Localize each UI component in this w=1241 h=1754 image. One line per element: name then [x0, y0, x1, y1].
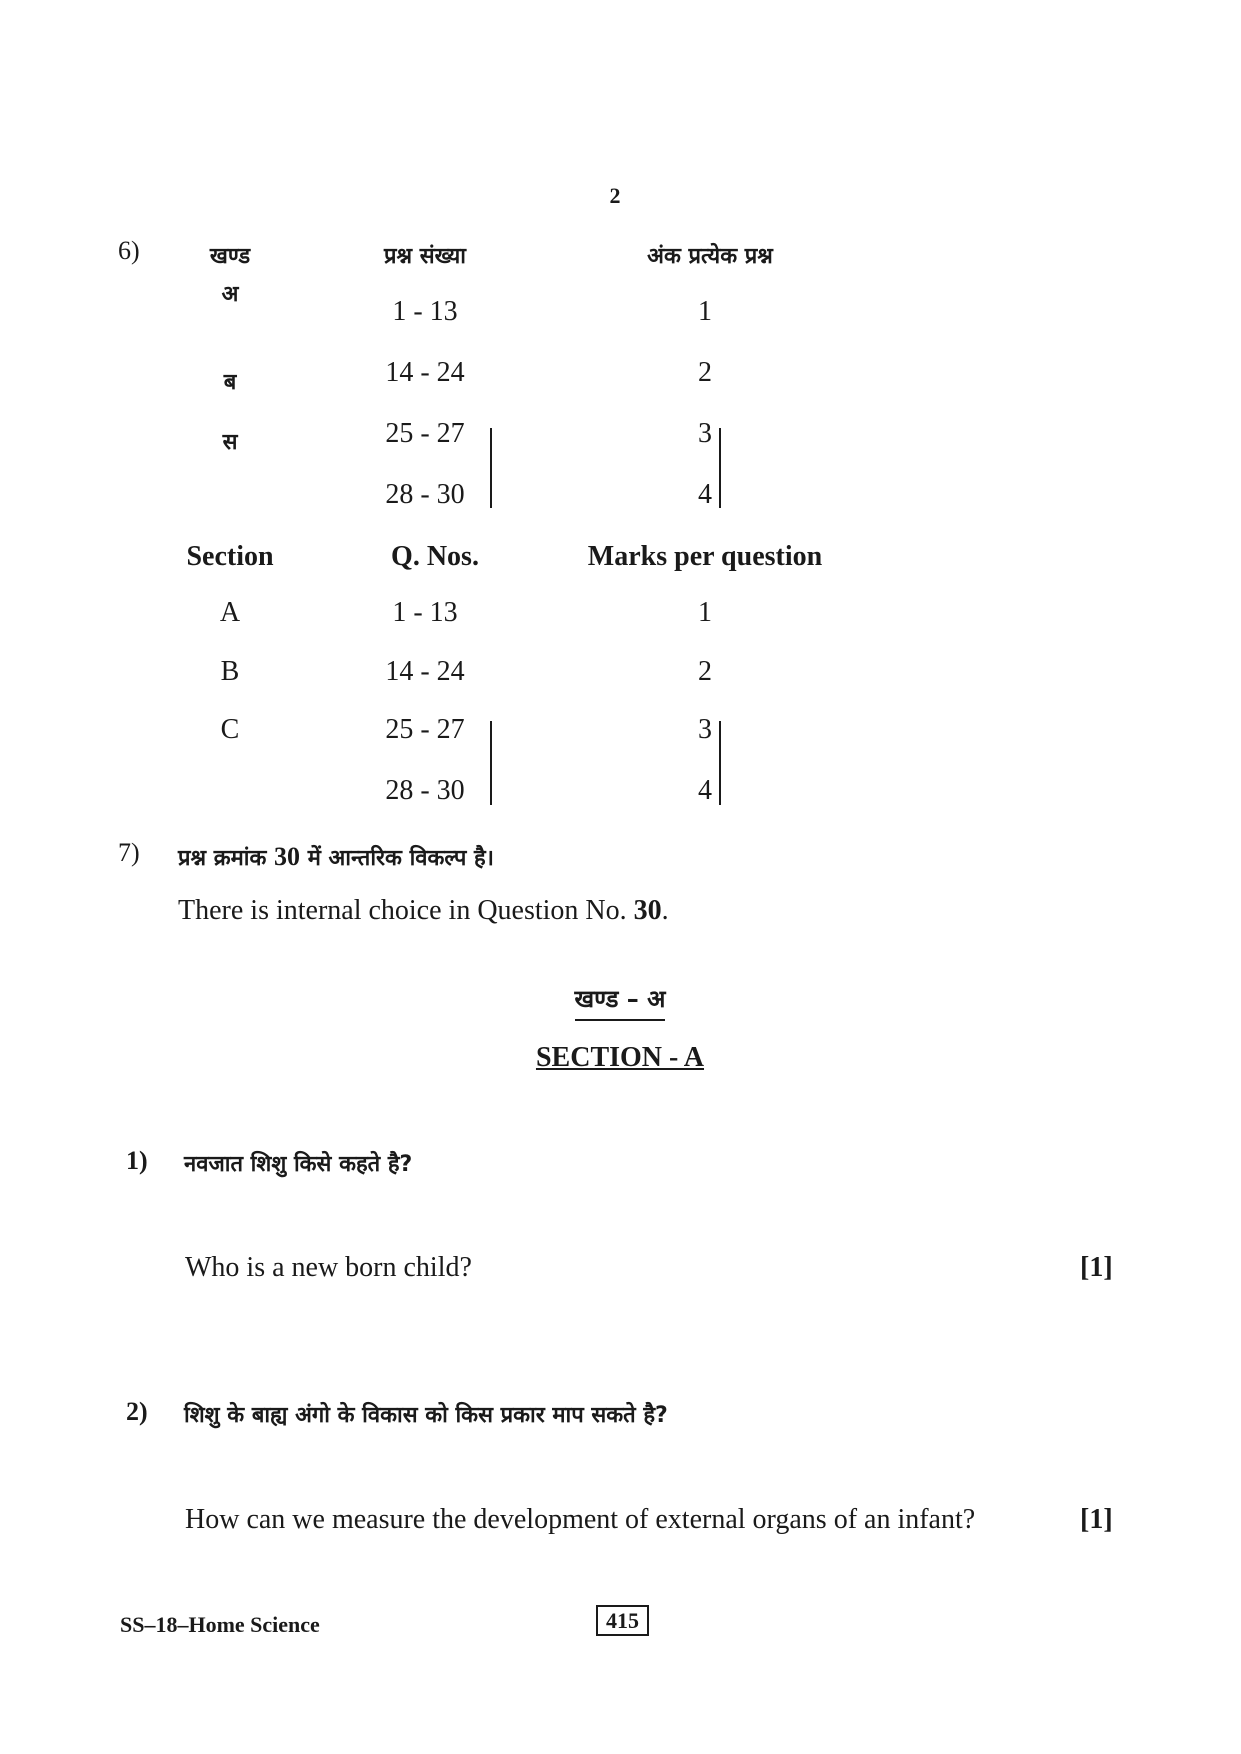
- table-cell-qnos: 25 - 27: [385, 418, 465, 449]
- question-marks: [1]: [1080, 1504, 1113, 1535]
- table-cell-marks: 1: [698, 597, 712, 628]
- table-cell-qnos: 28 - 30: [385, 775, 465, 806]
- table-header-section: खण्ड: [209, 244, 251, 269]
- page-number: 2: [609, 183, 621, 208]
- footer-page-code: [596, 1608, 649, 1634]
- group-bracket-line: [719, 428, 721, 508]
- table-header-qnos: Q. Nos.: [391, 541, 479, 572]
- question-hindi: शिशु के बाह्य अंगो के विकास को किस प्रकार माप सकते है?: [184, 1403, 668, 1428]
- question-number: 2): [126, 1397, 148, 1426]
- table-cell-qnos: 25 - 27: [385, 714, 465, 745]
- footer-page-code-box: 415: [596, 1605, 649, 1636]
- item-7-english: [178, 895, 669, 927]
- table-cell-section: A: [219, 597, 241, 628]
- table-cell-section: अ: [221, 282, 239, 307]
- text-part: There is internal choice in Question No.: [178, 895, 634, 926]
- group-bracket-line: [490, 428, 492, 508]
- text-part: में आन्तरिक विकल्प है।: [300, 846, 495, 871]
- table-cell-marks: 3: [698, 714, 712, 745]
- text-part: .: [661, 895, 669, 926]
- table-cell-section: B: [220, 656, 240, 687]
- table-cell-qnos: 28 - 30: [385, 479, 465, 510]
- table-cell-qnos: 1 - 13: [392, 296, 458, 327]
- question-number: 1): [126, 1146, 148, 1175]
- group-bracket-line: [490, 721, 492, 805]
- table-cell-section: ब: [223, 370, 237, 395]
- question-hindi: नवजात शिशु किसे कहते है?: [184, 1152, 413, 1177]
- table-header-qnos: प्रश्न संख्या: [384, 244, 466, 269]
- question-english: Who is a new born child?: [185, 1252, 472, 1283]
- question-number-ref: 30: [633, 895, 662, 926]
- item-7-hindi: [178, 842, 494, 872]
- question-english: How can we measure the development of external organs of an infant?: [185, 1504, 976, 1535]
- table-header-marks: Marks per question: [587, 541, 823, 572]
- table-cell-section: स: [222, 430, 238, 455]
- table-cell-marks: 4: [698, 479, 712, 510]
- footer-paper-code: SS–18–Home Science: [120, 1612, 320, 1637]
- item-number: 7): [118, 838, 140, 867]
- section-heading-english: SECTION - A: [535, 1042, 705, 1073]
- section-heading-hindi-text: खण्ड – अ: [575, 985, 666, 1021]
- question-number-ref: 30: [274, 842, 301, 871]
- table-cell-marks: 3: [698, 418, 712, 449]
- table-cell-section: C: [220, 714, 240, 745]
- table-cell-marks: 1: [698, 296, 712, 327]
- table-cell-marks: 2: [698, 656, 712, 687]
- text-part: प्रश्न क्रमांक: [178, 846, 275, 871]
- table-cell-marks: 4: [698, 775, 712, 806]
- table-cell-marks: 2: [698, 357, 712, 388]
- question-marks: [1]: [1080, 1252, 1113, 1283]
- table-header-section: Section: [186, 541, 274, 572]
- table-cell-qnos: 14 - 24: [385, 656, 465, 687]
- group-bracket-line: [719, 721, 721, 805]
- table-cell-qnos: 1 - 13: [392, 597, 458, 628]
- table-cell-qnos: 14 - 24: [385, 357, 465, 388]
- table-header-marks: अंक प्रत्येक प्रश्न: [647, 244, 773, 269]
- item-number: 6): [118, 236, 140, 265]
- section-heading-hindi: [520, 982, 720, 1015]
